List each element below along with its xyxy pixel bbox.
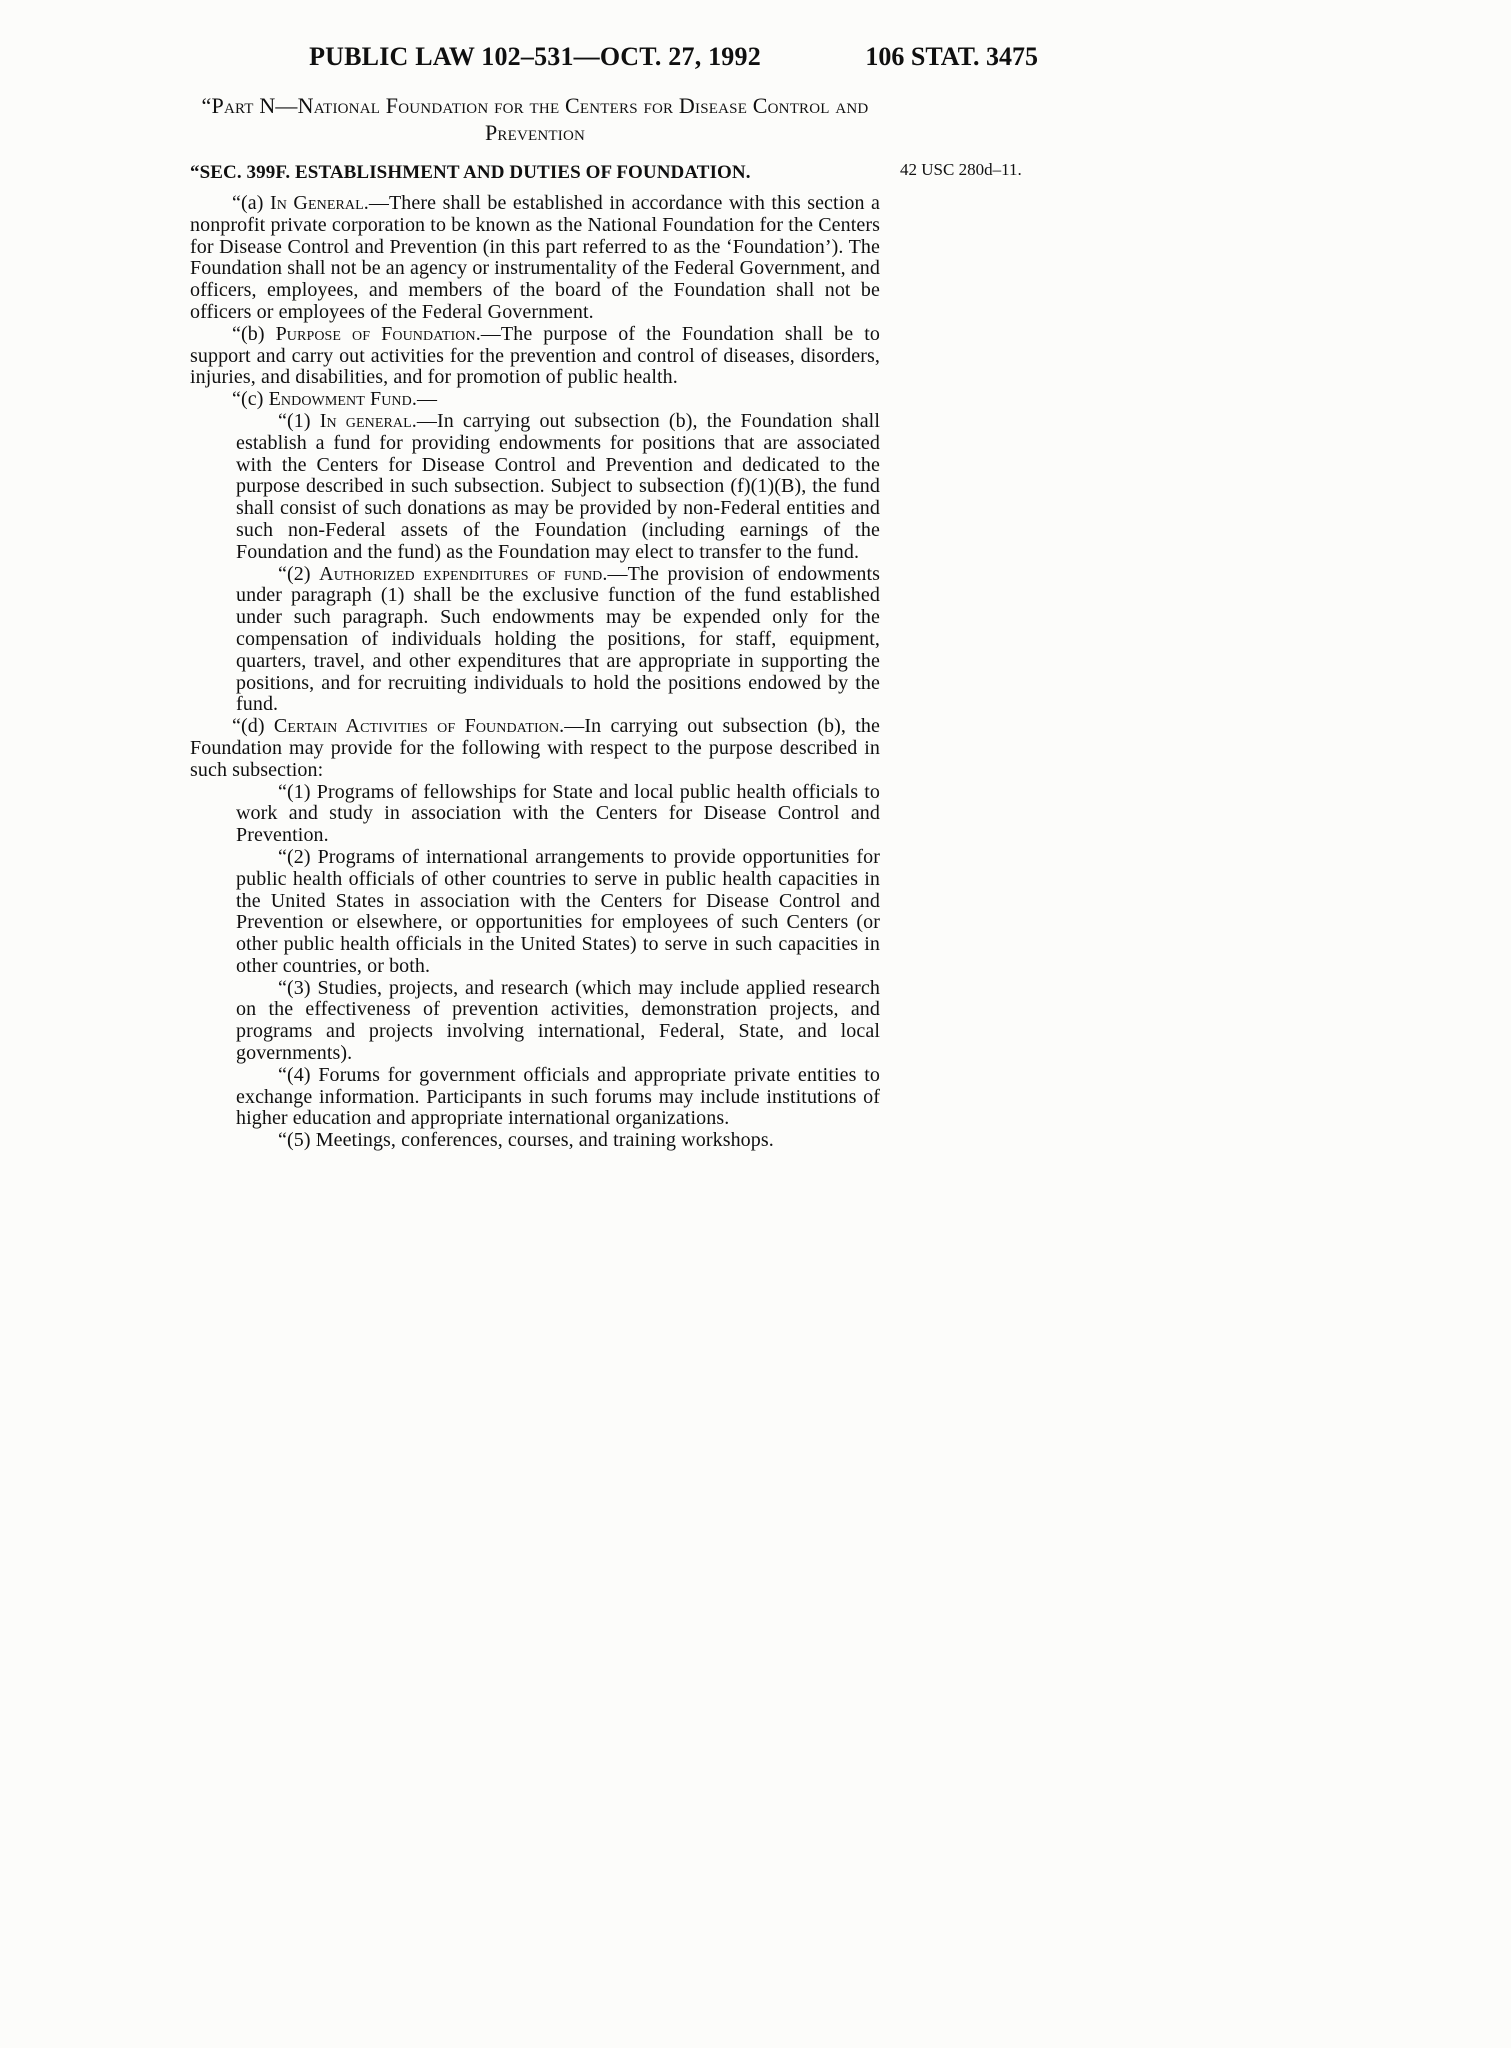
- paragraph-c: [190, 389, 880, 411]
- text-column: [190, 92, 880, 1152]
- paragraph-caption: In general: [319, 409, 412, 432]
- paragraph-d2: “(2) Programs of international arrangements to provide opportunities for public health officials of other countries to serve in public health capacities in the United States in association with the Centers for Disease Control and Prevention or elsewhere, or opportunities for employees of such Centers (or other public health officials in the United States) to serve in such capacities in other countries, or both.: [236, 845, 880, 977]
- paragraph-c1: “(1) In general.—In carrying out subsection (b), the Foundation shall establish a fund for providing endowments for positions that are associated with the Centers for Disease Control and Prevention and dedicated to the purpose described in such subsection. Subject to subsection (f)(1)(B), the fund shall consist of such donations as may be provided by non-Federal entities and such non-Federal assets of the Foundation (including earnings of the Foundation and the fund) as the Foundation may elect to transfer to the fund.: [236, 409, 880, 563]
- paragraph-designator: “(4): [278, 1063, 319, 1086]
- paragraph-designator: “(d): [232, 715, 274, 738]
- paragraph-c2: “(2) Authorized expenditures of fund.—The provision of endowments under paragraph (1) shall be the exclusive function of the fund established under such paragraph. Such endowments may be expended only for the compensation of individuals holding the positions, for staff, equipment, quarters, travel, and other expenditures that are appropriate in supporting the positions, and for recruiting individuals to hold the positions endowed by the fund.: [236, 562, 881, 716]
- paragraph-d4: “(4) Forums for government officials and appropriate private entities to exchange information. Participants in such forums may include institutions of higher education and appropriate international organizations.: [236, 1063, 880, 1130]
- paragraph-d5: “(5) Meetings, conferences, courses, and training workshops.: [278, 1129, 774, 1152]
- paragraph-dash: .—: [475, 322, 501, 345]
- paragraph-designator: “(c): [232, 388, 269, 411]
- section-body: [190, 193, 880, 1152]
- paragraph-b: “(b) Purpose of Foundation.—The purpose of the Foundation shall be to support and carry out activities for the prevention and control of diseases, disorders, injuries, and disabilities, and for promotion of public health.: [190, 322, 880, 389]
- paragraph-a: “(a) In General.—There shall be established in accordance with this section a nonprofit private corporation to be known as the National Foundation for the Centers for Disease Control and Prevention (in this part referred to as the ‘Foundation’). The Foundation shall not be an agency or instrumentality of the Federal Government, and officers, employees, and members of the board of the Foundation shall not be officers or employees of the Federal Government.: [190, 192, 881, 323]
- paragraph-caption: Authorized expenditures of fund: [319, 562, 603, 585]
- paragraph-caption: Endowment Fund: [268, 388, 412, 411]
- paragraph-designator: “(2): [278, 562, 320, 585]
- paragraph-designator: “(1): [278, 409, 320, 432]
- paragraph-dash: .—: [411, 388, 438, 411]
- paragraph-designator: “(3): [278, 976, 318, 999]
- paragraph-designator: “(2): [278, 845, 318, 868]
- paragraph-designator: “(1): [278, 780, 317, 803]
- paragraph-dash: .—: [602, 562, 628, 585]
- paragraph-designator: “(a): [232, 192, 270, 214]
- paragraph-caption: Certain Activities of Foundation: [273, 715, 560, 738]
- paragraph-designator: “(b): [232, 322, 276, 345]
- header-law-title: PUBLIC LAW 102–531—OCT. 27, 1992: [309, 42, 761, 71]
- paragraph-d1: “(1) Programs of fellowships for State and local public health officials to work and study in association with the Centers for Disease Control and Prevention.: [236, 780, 881, 847]
- section-heading: “SEC. 399F. ESTABLISHMENT AND DUTIES OF FOUNDATION.: [190, 162, 751, 183]
- paragraph-dash: .—: [559, 715, 585, 738]
- paragraph-dash: .—: [411, 409, 437, 432]
- header-stat-number: 106 STAT. 3475: [865, 42, 1038, 71]
- page-header: [190, 42, 1038, 76]
- paragraph-d3: “(3) Studies, projects, and research (which may include applied research on the effectiveness of prevention activities, demonstration projects, and programs and projects involving international, Federal, State, and local governments).: [236, 976, 880, 1065]
- margin-note-usc-citation: 42 USC 280d–11.: [900, 160, 1022, 179]
- paragraph-caption: Purpose of Foundation: [275, 322, 476, 345]
- paragraph-caption: In General: [269, 192, 364, 214]
- paragraph-d: “(d) Certain Activities of Foundation.—In carrying out subsection (b), the Foundation may provide for the following with respect to the purpose described in such subsection:: [190, 715, 880, 781]
- paragraph-designator: “(5): [278, 1129, 316, 1152]
- part-heading: “Part N—National Foundation for the Centers for Disease Control and Prevention: [201, 93, 869, 145]
- paragraph-dash: .—: [363, 192, 389, 214]
